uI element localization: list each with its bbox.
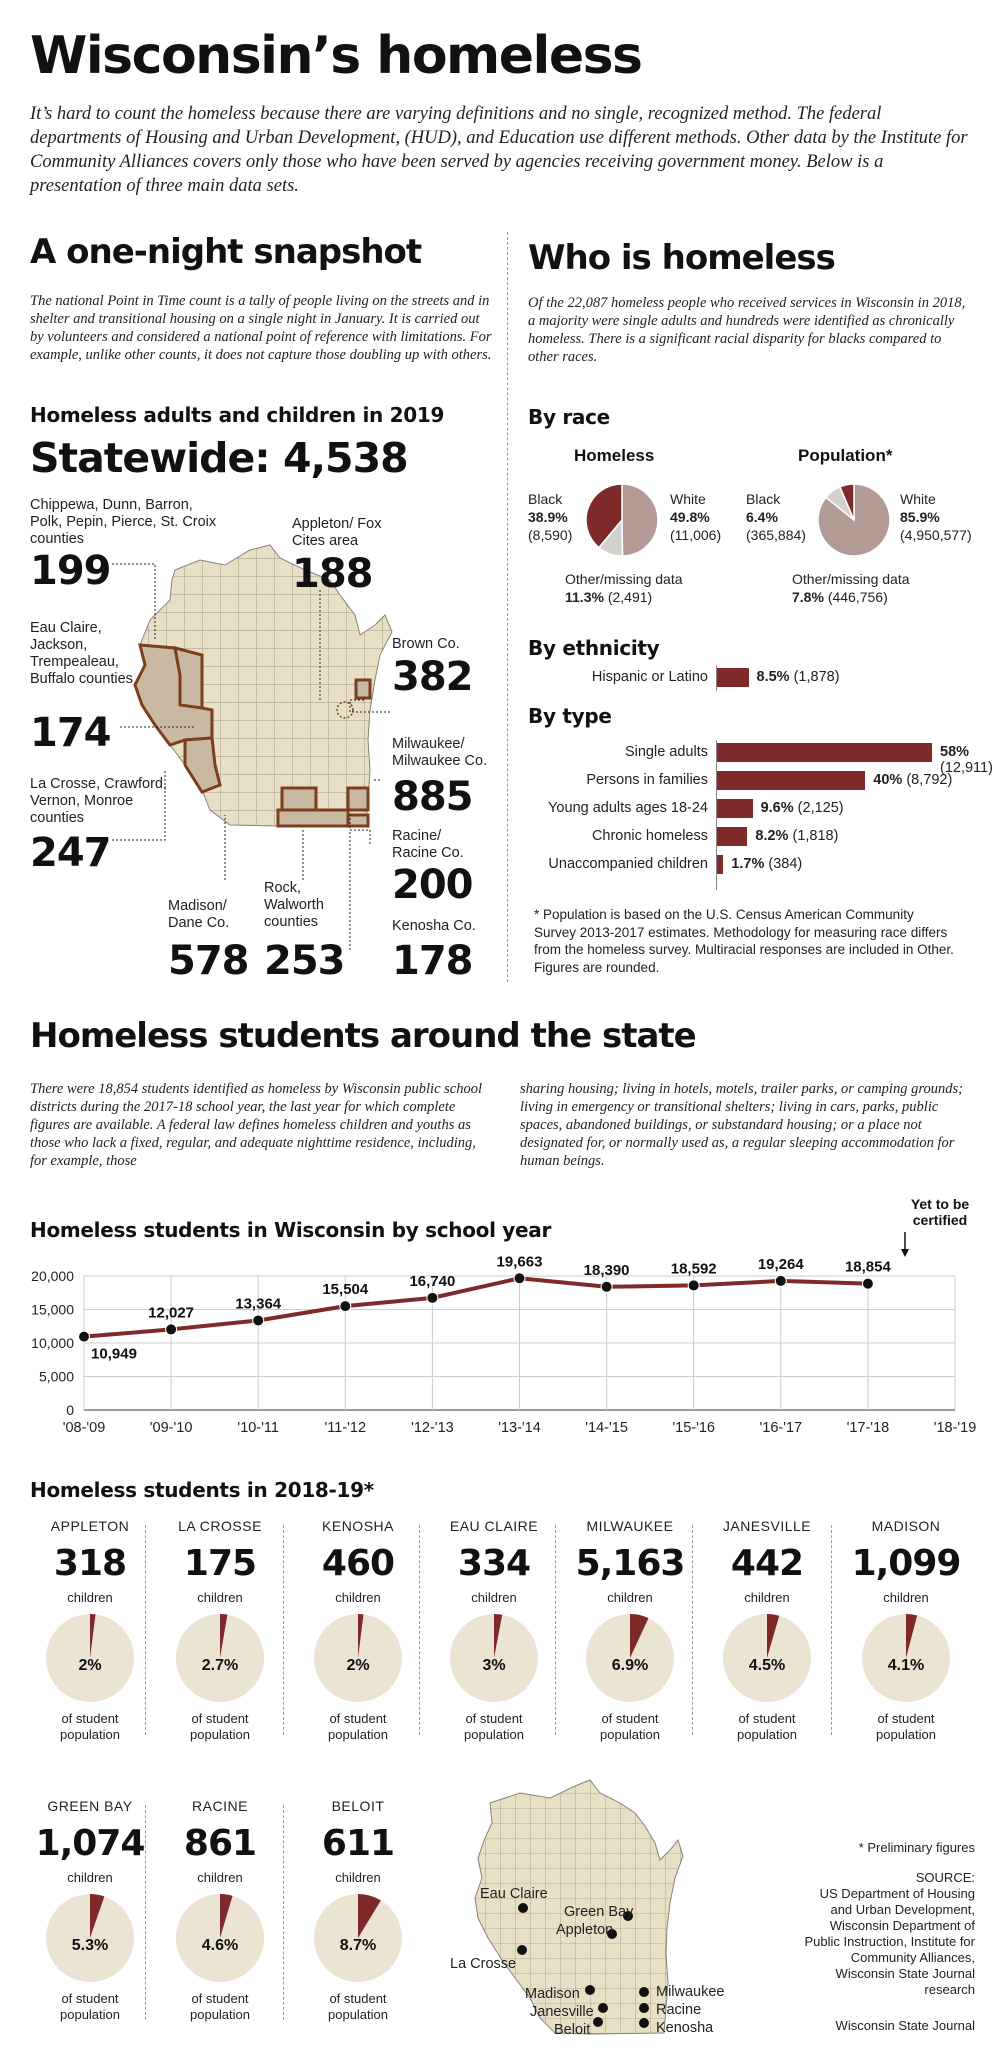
city-name: EAU CLAIRE: [449, 1518, 539, 1534]
city-count: 861: [183, 1823, 257, 1864]
region-value-brown: 382: [392, 654, 473, 700]
who-text: Of the 22,087 homeless people who received services in Wisconsin in 2018, a majority were single adults and hundreds were identified as chronically homeless. There is a significant racial disparity for blacks compared to other races.: [528, 295, 966, 365]
population-label: of student population: [464, 1711, 524, 1742]
x-tick-label: '09-'10: [149, 1420, 193, 1436]
x-tick-label: '16-'17: [759, 1420, 803, 1436]
by-race-heading: By race: [528, 405, 610, 429]
map-label-kenosha: Kenosha: [656, 2020, 714, 2036]
city-card-janesville: [697, 1518, 837, 1743]
x-tick-label: '18-'19: [933, 1420, 977, 1436]
city-pie: [175, 1613, 265, 1703]
region-label-brown: Brown Co.: [392, 636, 460, 652]
city-name: MILWAUKEE: [586, 1518, 674, 1534]
data-label: 19,264: [757, 1255, 804, 1273]
region-value-racine: 200: [392, 862, 473, 908]
city-count: 442: [730, 1543, 804, 1584]
pie-pct-label: 4.6%: [201, 1937, 239, 1954]
population-other-n: (446,756): [827, 589, 888, 605]
type-bar: [717, 827, 747, 846]
statewide-total: Statewide: 4,538: [30, 434, 408, 482]
data-point: [514, 1273, 525, 1284]
pie-pct-label: 3%: [482, 1657, 506, 1674]
city-count: 334: [457, 1543, 531, 1584]
city-divider: [145, 1525, 146, 1735]
city-name: LA CROSSE: [178, 1518, 262, 1534]
students-text-right: sharing housing; living in hotels, motels, trailer parks, or camping grounds; living in emergency or transitional shelters; living in cars, parks, public spaces, abandoned buildings, or substandard housing; or a place not designated for, or normally used as, a regular sleeping accommodation for human beings.: [520, 1081, 963, 1169]
x-tick-label: '11-'12: [324, 1420, 367, 1436]
map-label-racine: Racine: [656, 2002, 702, 2018]
city-count: 1,099: [851, 1543, 961, 1584]
children-label: children: [335, 1870, 381, 1885]
snapshot-text: The national Point in Time count is a tally of people living on the streets and in shelter and transitional housing on a single night in January. It is carried out by volunteers and considered a national point of reference with limitations. For example, unlike other counts, it does not capture those doubling up with others.: [30, 293, 492, 363]
city-count: 1,074: [35, 1823, 145, 1864]
city-count: 611: [321, 1823, 395, 1864]
data-point: [775, 1275, 786, 1286]
map-label-beloit: Beloit: [554, 2022, 591, 2038]
intro-text: It’s hard to count the homeless because there are varying definitions and no single, recognized method. The federal departments of Housing and Urban Development, (HUD), and Education use different methods. Other data by the Institute for Community Alliances covers only those who have been served by agencies receiving government money. Below is a presentation of three main data sets.: [30, 104, 968, 196]
ethnicity-value: [757, 669, 840, 685]
type-pct: 40%: [873, 772, 903, 788]
type-pct: 1.7%: [731, 856, 765, 872]
data-point: [601, 1281, 612, 1292]
type-pct: 9.6%: [760, 800, 794, 816]
region-value-dane: 578: [168, 938, 249, 984]
data-point: [166, 1324, 177, 1335]
population-other-legend: [792, 570, 910, 606]
data-label: 18,390: [583, 1261, 630, 1279]
city-divider: [555, 1525, 556, 1735]
data-point: [340, 1301, 351, 1312]
homeless-white-legend: [670, 490, 721, 544]
ethnicity-n: (1,878): [793, 669, 840, 685]
population-white-n: (4,950,577): [900, 527, 972, 543]
map-dot-kenosha: [639, 2018, 649, 2028]
data-point: [862, 1278, 873, 1289]
map-dot-eau-claire: [518, 1903, 528, 1913]
region-value-milwaukee: 885: [392, 774, 473, 820]
y-tick-label: 10,000: [31, 1335, 74, 1351]
type-bar: [717, 771, 865, 790]
type-label: Young adults ages 18-24: [548, 800, 708, 816]
city-name: BELOIT: [331, 1798, 385, 1814]
population-black-n: (365,884): [746, 527, 806, 543]
city-pie: [861, 1613, 951, 1703]
type-label: Unaccompanied children: [548, 856, 708, 872]
ethnicity-pct: 8.5%: [756, 669, 790, 685]
students-line-chart: [0, 1250, 1005, 1450]
population-white-label: White: [900, 491, 936, 507]
homeless-other-n: (2,491): [607, 589, 653, 605]
children-label: children: [744, 1590, 790, 1605]
region-label-kenosha: Kenosha Co.: [392, 918, 476, 934]
by-type-heading: By type: [528, 704, 612, 728]
children-label: children: [607, 1590, 653, 1605]
city-pie: [45, 1613, 135, 1703]
pie-pct-label: 2%: [346, 1657, 370, 1674]
children-label: children: [335, 1590, 381, 1605]
region-label-appleton: Appleton/ Fox Cites area: [292, 516, 382, 549]
chart-title: Homeless students in Wisconsin by school year: [30, 1218, 552, 1242]
homeless-race-pie: [584, 482, 660, 558]
city-divider: [283, 1805, 284, 2020]
source-text: US Department of Housing and Urban Development, Wisconsin Department of Public Instruction, Institute for Community Alliances, Wisconsin State Journal research: [804, 1886, 975, 1997]
city-pie: [722, 1613, 812, 1703]
yet-to-be-certified-note: Yet to be certified: [910, 1196, 970, 1228]
series-line: [84, 1278, 868, 1336]
data-point: [427, 1292, 438, 1303]
population-label: of student population: [876, 1711, 936, 1742]
population-black-legend: [746, 490, 806, 544]
by-ethnicity-heading: By ethnicity: [528, 636, 660, 660]
data-label: 15,504: [322, 1281, 369, 1299]
pie-pct-label: 4.5%: [748, 1657, 786, 1674]
region-eau-claire: [175, 648, 202, 708]
region-value-appleton: 188: [292, 551, 373, 597]
region-milwaukee: [348, 788, 368, 810]
type-value: [755, 828, 838, 844]
city-title: Homeless students in 2018-19*: [30, 1478, 374, 1502]
source-label: SOURCE:: [915, 1870, 975, 1885]
population-label: of student population: [328, 1711, 388, 1742]
population-label: of student population: [60, 1711, 120, 1742]
region-value-eau-claire: 174: [30, 710, 111, 756]
type-label: Chronic homeless: [591, 828, 708, 844]
x-tick-label: '17-'18: [846, 1420, 890, 1436]
homeless-black-pct: 38.9%: [528, 509, 568, 525]
population-label: of student population: [190, 1991, 250, 2022]
region-label-milwaukee: Milwaukee/ Milwaukee Co.: [392, 736, 488, 769]
pie-pct-label: 4.1%: [887, 1657, 925, 1674]
x-tick-label: '13-'14: [498, 1420, 541, 1436]
region-label-la-crosse: La Crosse, Crawford, Vernon, Monroe counties: [30, 776, 167, 826]
region-brown: [356, 680, 370, 698]
population-label: of student population: [190, 1711, 250, 1742]
city-divider: [831, 1525, 832, 1735]
data-label: 13,364: [235, 1295, 282, 1313]
children-label: children: [471, 1590, 517, 1605]
population-race-pie: [816, 482, 892, 558]
map-label-la-crosse: La Crosse: [450, 1956, 517, 1972]
population-white-pct: 85.9%: [900, 509, 940, 525]
region-label-racine: Racine/ Racine Co.: [392, 828, 464, 861]
region-label-eau-claire: Eau Claire, Jackson, Trempealeau, Buffalo counties: [30, 620, 133, 687]
map-dot-la-crosse: [517, 1945, 527, 1955]
city-card-green-bay: [20, 1798, 160, 2023]
map-label-milwaukee: Milwaukee: [656, 1984, 725, 2000]
page-title: Wisconsin’s homeless: [30, 26, 642, 86]
city-name: JANESVILLE: [722, 1518, 812, 1534]
type-pct: 58%: [940, 744, 970, 760]
pie-pct-label: 5.3%: [71, 1937, 109, 1954]
homeless-other-label: Other/missing data: [565, 571, 683, 587]
type-value: [761, 800, 844, 816]
map-label-janesville: Janesville: [530, 2004, 594, 2020]
homeless-black-n: (8,590): [528, 527, 573, 543]
data-label: 12,027: [148, 1304, 195, 1322]
children-label: children: [197, 1590, 243, 1605]
map-dot-madison: [585, 1985, 595, 1995]
snapshot-subtitle: Homeless adults and children in 2019: [30, 403, 445, 427]
city-count: 175: [183, 1543, 257, 1584]
region-rock-walworth: [278, 810, 348, 826]
type-n: (2,125): [797, 800, 844, 816]
data-point: [253, 1315, 264, 1326]
city-pie: [449, 1613, 539, 1703]
data-point: [79, 1331, 90, 1342]
type-bar: [717, 799, 753, 818]
x-tick-label: '15-'16: [672, 1420, 716, 1436]
type-n: (8,792): [906, 772, 953, 788]
chart-grid: [84, 1276, 955, 1410]
white-slice: [622, 484, 658, 556]
type-n: (1,818): [792, 828, 839, 844]
homeless-white-label: White: [670, 491, 706, 507]
city-count: 5,163: [575, 1543, 685, 1584]
population-black-pct: 6.4%: [746, 509, 778, 525]
pie-pct-label: 2%: [78, 1657, 102, 1674]
region-label-chippewa: Chippewa, Dunn, Barron, Polk, Pepin, Pierce, St. Croix counties: [30, 497, 217, 547]
city-name: KENOSHA: [322, 1518, 394, 1534]
population-label: of student population: [737, 1711, 797, 1742]
city-name: GREEN BAY: [47, 1798, 133, 1814]
population-other-label: Other/missing data: [792, 571, 910, 587]
region-value-rock: 253: [264, 938, 345, 984]
x-tick-label: '12-'13: [411, 1420, 454, 1436]
ethnicity-label: Hispanic or Latino: [591, 669, 708, 685]
region-value-la-crosse: 247: [30, 830, 111, 876]
y-tick-label: 5,000: [38, 1368, 74, 1385]
race-footnote: * Population is based on the U.S. Census American Community Survey 2013-2017 estimates. Methodology for measuring race differs from the homeless survey. Multiracial responses are included in Other. Figures are rounded.: [534, 907, 954, 975]
students-text-left: There were 18,854 students identified as homeless by Wisconsin public school districts during the 2017-18 school year, the last year for which complete figures are available. A federal law defines homeless children and youths as those who lack a fixed, regular, and adequate nighttime residence, including, for example, those: [30, 1081, 482, 1169]
population-label: of student population: [328, 1991, 388, 2022]
ethnicity-bar: [717, 668, 749, 687]
map-label-green-bay: Green Bay: [564, 1904, 634, 1920]
children-label: children: [883, 1590, 929, 1605]
city-divider: [283, 1525, 284, 1735]
city-divider: [419, 1525, 420, 1735]
city-card-milwaukee: [560, 1518, 700, 1743]
population-white-legend: [900, 490, 972, 544]
homeless-white-n: (11,006): [670, 527, 722, 543]
population-label: of student population: [60, 1991, 120, 2022]
map-dot-janesville: [598, 2003, 608, 2013]
pie-pct-label: 2.7%: [201, 1657, 239, 1674]
type-value: [731, 856, 802, 872]
type-bar: [717, 743, 932, 762]
map-label-madison: Madison: [525, 1986, 580, 2002]
data-label: 10,949: [91, 1345, 137, 1363]
pie-pct-label: 6.9%: [611, 1657, 649, 1674]
population-label: of student population: [600, 1711, 660, 1742]
city-name: APPLETON: [50, 1518, 130, 1534]
city-card-racine: [150, 1798, 290, 2023]
city-card-madison: [836, 1518, 976, 1743]
homeless-other-pct: 11.3%: [565, 589, 604, 605]
city-pie: [45, 1893, 135, 1983]
city-pie: [585, 1613, 675, 1703]
x-tick-label: '14-'15: [585, 1420, 628, 1436]
x-tick-label: '10-'11: [237, 1420, 279, 1436]
city-card-kenosha: [288, 1518, 428, 1743]
city-pie: [313, 1613, 403, 1703]
map-dot-beloit: [593, 2017, 603, 2027]
map-dot-milwaukee: [639, 1987, 649, 1997]
credit: Wisconsin State Journal: [835, 2018, 975, 2033]
city-name: MADISON: [871, 1518, 941, 1534]
preliminary-note: * Preliminary figures: [858, 1840, 975, 1855]
y-tick-label: 20,000: [31, 1268, 74, 1284]
homeless-other-legend: [565, 570, 683, 606]
region-kenosha: [348, 815, 368, 826]
city-divider: [692, 1525, 693, 1735]
type-label: Persons in families: [586, 772, 708, 788]
map-dot-racine: [639, 2003, 649, 2013]
region-value-kenosha: 178: [392, 938, 473, 984]
region-value-chippewa: 199: [30, 548, 111, 594]
region-label-dane: Madison/ Dane Co.: [168, 898, 230, 931]
snapshot-title: A one-night snapshot: [30, 232, 422, 272]
students-title: Homeless students around the state: [30, 1016, 696, 1056]
city-pie: [175, 1893, 265, 1983]
city-name: RACINE: [192, 1798, 248, 1814]
data-point: [688, 1280, 699, 1291]
children-label: children: [67, 1870, 113, 1885]
city-card-la-crosse: [150, 1518, 290, 1743]
y-tick-label: 0: [66, 1402, 74, 1418]
city-card-eau-claire: [424, 1518, 564, 1743]
data-label: 16,740: [409, 1272, 456, 1290]
city-pie: [313, 1893, 403, 1983]
map-label-eau-claire: Eau Claire: [480, 1886, 548, 1902]
type-n: (384): [768, 856, 803, 872]
city-count: 318: [53, 1543, 127, 1584]
population-black-label: Black: [746, 491, 781, 507]
data-label: 18,592: [670, 1260, 717, 1278]
region-label-rock: Rock, Walworth counties: [264, 880, 324, 930]
type-bar: [717, 855, 723, 874]
homeless-pie-title: Homeless: [574, 446, 655, 465]
pie-pct-label: 8.7%: [339, 1937, 377, 1954]
children-label: children: [67, 1590, 113, 1605]
population-other-pct: 7.8%: [792, 589, 824, 605]
city-card-beloit: [288, 1798, 428, 2023]
children-label: children: [197, 1870, 243, 1885]
type-label: Single adults: [624, 744, 708, 760]
city-count: 460: [321, 1543, 395, 1584]
who-title: Who is homeless: [528, 238, 835, 278]
city-card-appleton: [20, 1518, 160, 1743]
type-n: (12,911): [940, 760, 993, 776]
city-divider: [145, 1805, 146, 2020]
region-dane: [282, 788, 316, 810]
data-label: 19,663: [496, 1253, 543, 1271]
homeless-black-legend: [528, 490, 572, 544]
y-tick-label: 15,000: [31, 1301, 74, 1318]
homeless-black-label: Black: [528, 491, 563, 507]
population-pie-title: Population*: [798, 446, 893, 465]
x-tick-label: '08-'09: [62, 1420, 106, 1436]
data-label: 18,854: [844, 1258, 891, 1276]
map-label-appleton: Appleton: [556, 1922, 614, 1938]
homeless-white-pct: 49.8%: [670, 509, 710, 525]
type-value: [873, 772, 952, 788]
type-pct: 8.2%: [755, 828, 789, 844]
